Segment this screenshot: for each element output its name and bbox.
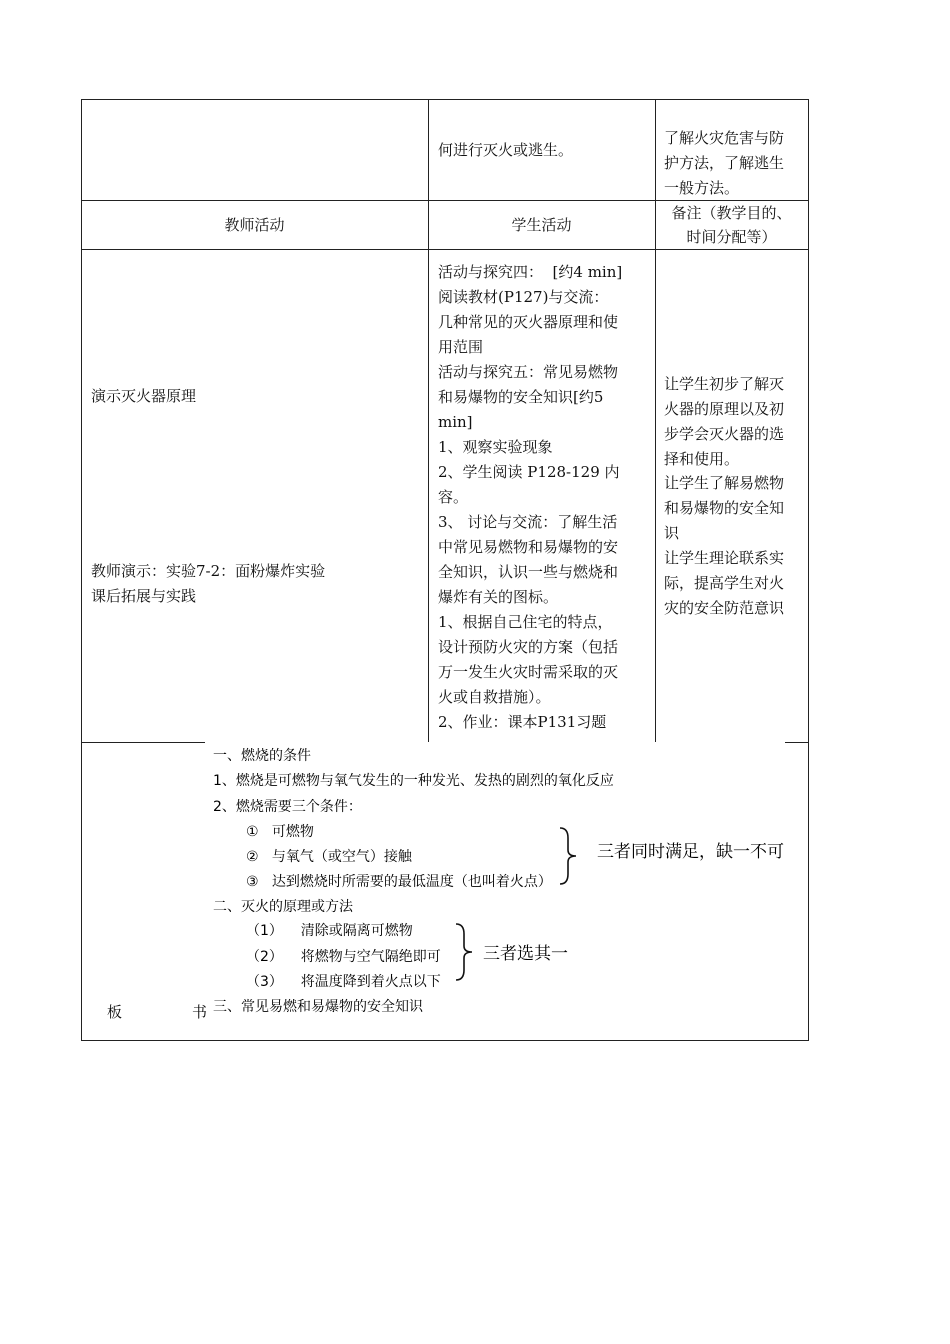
student-line: 设计预防火灾的方案（包括 (438, 638, 619, 656)
curly-brace-icon (556, 826, 580, 886)
student-line: 3、 讨论与交流：了解生活 (438, 513, 618, 531)
student-line: 阅读教材(P127)与交流： (438, 288, 609, 306)
student-line: 全知识，认识一些与燃烧和 (438, 563, 619, 581)
board-section-1-item-2: 2、燃烧需要三个条件： (213, 799, 362, 815)
notes-line: 际，提高学生对火 (664, 574, 785, 592)
board-method-2: （2） 将燃物与空气隔绝即可 (246, 949, 441, 965)
notes-line: 让学生初步了解灭 (664, 375, 785, 393)
notes-line: 识 (664, 524, 680, 542)
header-notes-line: 备注（教学目的、 (671, 204, 792, 222)
board-label-ban: 板 (107, 1003, 123, 1021)
teacher-demo-experiment: 教师演示：实验7-2：面粉爆炸实验 (91, 562, 326, 580)
student-line: 活动与探究四： [约4 min] (438, 263, 623, 281)
header-student-activity: 学生活动 (511, 216, 572, 234)
teacher-extension-practice: 课后拓展与实践 (91, 587, 197, 605)
board-condition-1: ① 可燃物 (246, 824, 314, 840)
notes-line: 让学生了解易燃物 (664, 474, 785, 492)
notes-line: 和易爆物的安全知 (664, 499, 785, 517)
top-student-text: 何进行灭火或逃生。 (438, 141, 574, 159)
student-line: min] (438, 413, 473, 431)
board-section-3-title: 三、常见易燃和易爆物的安全知识 (213, 999, 423, 1015)
top-notes-line: 一般方法。 (664, 179, 740, 197)
notes-line: 让学生理论联系实 (664, 549, 785, 567)
board-section-1-title: 一、燃烧的条件 (213, 748, 311, 764)
curly-brace-icon (452, 922, 476, 982)
board-label-shu: 书 (192, 1003, 208, 1021)
board-method-1: （1） 清除或隔离可燃物 (246, 923, 413, 939)
student-line: 爆炸有关的图标。 (438, 588, 559, 606)
board-section-2-title: 二、灭火的原理或方法 (213, 899, 353, 915)
student-line: 中常见易燃物和易爆物的安 (438, 538, 619, 556)
notes-line: 火器的原理以及初 (664, 400, 785, 418)
board-condition-summary: 三者同时满足，缺一不可 (597, 842, 784, 862)
student-line: 活动与探究五：常见易燃物 (438, 363, 619, 381)
board-method-summary: 三者选其一 (483, 944, 568, 964)
board-condition-3: ③ 达到燃烧时所需要的最低温度（也叫着火点） (246, 874, 552, 890)
board-condition-2: ② 与氧气（或空气）接触 (246, 849, 412, 865)
student-line: 火或自救措施）。 (438, 688, 551, 706)
top-notes-line: 了解火灾危害与防 (664, 129, 785, 147)
student-line: 容。 (438, 488, 469, 506)
student-line: 1、观察实验现象 (438, 438, 553, 456)
notes-line: 灾的安全防范意识 (664, 599, 785, 617)
student-line: 2、作业：课本P131习题 (438, 713, 607, 731)
student-line: 2、学生阅读 P128-129 内 (438, 463, 620, 481)
student-line: 和易爆物的安全知识[约5 (438, 388, 604, 406)
header-teacher-activity: 教师活动 (224, 216, 285, 234)
notes-line: 择和使用。 (664, 450, 740, 468)
student-line: 1、根据自己住宅的特点， (438, 613, 613, 631)
notes-line: 步学会灭火器的选 (664, 425, 785, 443)
top-notes-line: 护方法，了解逃生 (664, 154, 785, 172)
teacher-demo-extinguisher: 演示灭火器原理 (91, 387, 197, 405)
student-line: 用范围 (438, 338, 484, 356)
board-section-1-item-1: 1、燃烧是可燃物与氧气发生的一种发光、发热的剧烈的氧化反应 (213, 773, 614, 789)
student-line: 几种常见的灭火器原理和使 (438, 313, 619, 331)
board-method-3: （3） 将温度降到着火点以下 (246, 974, 441, 990)
student-line: 万一发生火灾时需采取的灭 (438, 663, 619, 681)
header-notes-line: 时间分配等） (686, 228, 777, 246)
